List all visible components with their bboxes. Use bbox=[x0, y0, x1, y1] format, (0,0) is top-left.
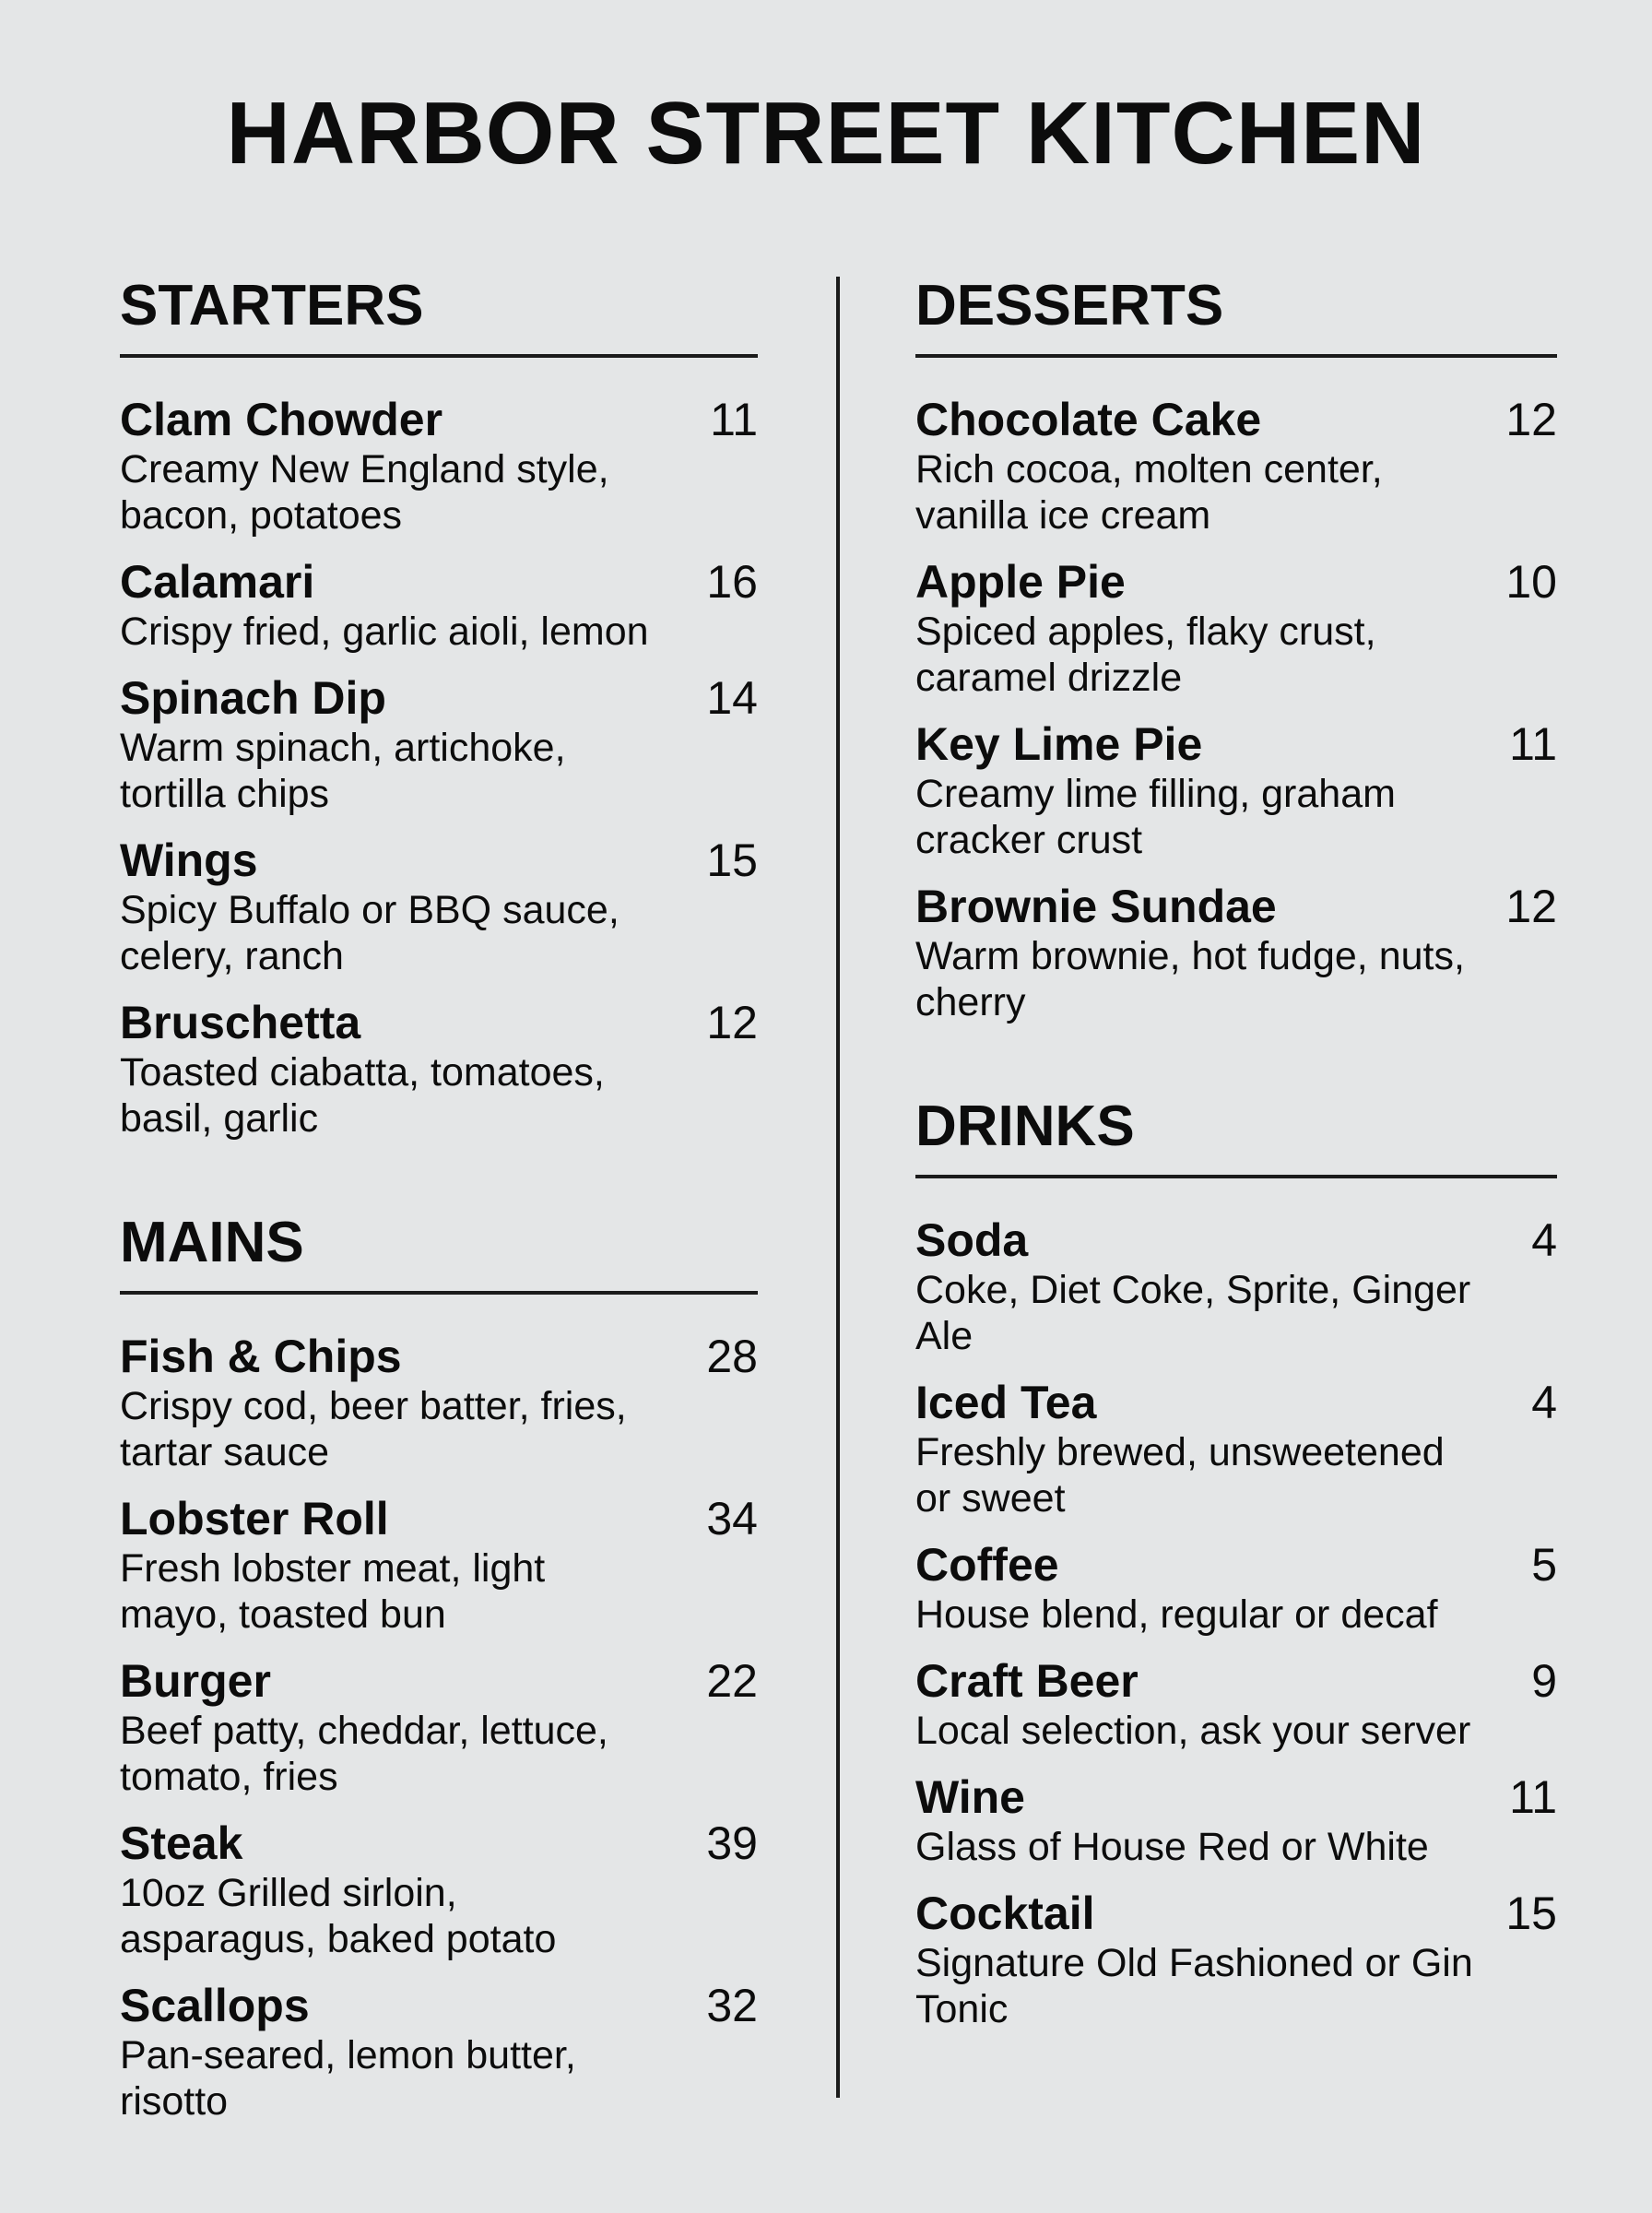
item-description: Pan-seared, lemon butter, risotto bbox=[120, 2033, 576, 2124]
item-name: Burger bbox=[120, 1655, 271, 1707]
item-description: Rich cocoa, molten center, vanilla ice cream bbox=[915, 447, 1383, 538]
item-description: Spicy Buffalo or BBQ sauce, celery, ranch bbox=[120, 888, 620, 978]
item-description: Crispy fried, garlic aioli, lemon bbox=[120, 609, 649, 654]
item-price: 4 bbox=[1531, 1214, 1557, 1266]
item-price: 28 bbox=[706, 1331, 758, 1382]
item-description: Creamy New England style, bacon, potatoes bbox=[120, 447, 609, 538]
item-name: Iced Tea bbox=[915, 1377, 1097, 1428]
menu-item-coffee bbox=[915, 1538, 1557, 1638]
desserts-section bbox=[915, 269, 1557, 1025]
menu-item-fish-chips bbox=[120, 1330, 758, 1475]
item-name: Cocktail bbox=[915, 1888, 1095, 1939]
section-rule bbox=[120, 354, 758, 358]
menu-item-clam-chowder bbox=[120, 393, 758, 538]
item-price: 12 bbox=[1505, 394, 1557, 445]
item-description: Fresh lobster meat, light mayo, toasted bun bbox=[120, 1546, 546, 1637]
item-price: 11 bbox=[710, 394, 758, 445]
section-title-mains: MAINS bbox=[120, 1211, 304, 1274]
item-price: 12 bbox=[706, 997, 758, 1048]
menu-item-iced-tea bbox=[915, 1376, 1557, 1521]
item-description: Warm spinach, artichoke, tortilla chips bbox=[120, 726, 566, 816]
item-price: 4 bbox=[1531, 1377, 1557, 1428]
item-price: 5 bbox=[1531, 1539, 1557, 1591]
item-price: 12 bbox=[1505, 881, 1557, 932]
menu-item-bruschetta bbox=[120, 996, 758, 1142]
section-spacer bbox=[120, 1158, 758, 1206]
section-spacer bbox=[915, 1042, 1557, 1090]
item-price: 11 bbox=[1509, 718, 1557, 770]
item-price: 22 bbox=[706, 1655, 758, 1707]
menu-item-wine bbox=[915, 1770, 1557, 1870]
item-name: Apple Pie bbox=[915, 556, 1126, 608]
starters-section bbox=[120, 269, 758, 1142]
item-name: Bruschetta bbox=[120, 997, 361, 1048]
item-price: 16 bbox=[706, 556, 758, 608]
item-name: Craft Beer bbox=[915, 1655, 1139, 1707]
item-description: Signature Old Fashioned or Gin Tonic bbox=[915, 1941, 1473, 2031]
item-name: Chocolate Cake bbox=[915, 394, 1262, 445]
section-title-drinks: DRINKS bbox=[915, 1095, 1135, 1158]
menu-item-lobster-roll bbox=[120, 1492, 758, 1638]
item-name: Spinach Dip bbox=[120, 672, 386, 724]
menu-item-chocolate-cake bbox=[915, 393, 1557, 538]
item-name: Steak bbox=[120, 1817, 243, 1869]
menu-item-steak bbox=[120, 1817, 758, 1962]
item-description: Glass of House Red or White bbox=[915, 1825, 1429, 1869]
item-price: 11 bbox=[1509, 1771, 1557, 1823]
item-name: Scallops bbox=[120, 1980, 310, 2031]
item-name: Brownie Sundae bbox=[915, 881, 1277, 932]
item-price: 39 bbox=[706, 1817, 758, 1869]
item-description: Spiced apples, flaky crust, caramel drizzle bbox=[915, 609, 1376, 700]
menu-item-key-lime-pie bbox=[915, 717, 1557, 863]
item-name: Wings bbox=[120, 834, 258, 886]
item-name: Clam Chowder bbox=[120, 394, 443, 445]
item-name: Coffee bbox=[915, 1539, 1059, 1591]
item-price: 34 bbox=[706, 1493, 758, 1544]
mains-section bbox=[120, 1206, 758, 2124]
section-rule bbox=[915, 354, 1557, 358]
item-price: 15 bbox=[706, 834, 758, 886]
item-price: 14 bbox=[706, 672, 758, 724]
item-description: Creamy lime filling, graham cracker crust bbox=[915, 772, 1396, 862]
item-name: Lobster Roll bbox=[120, 1493, 389, 1544]
item-description: Toasted ciabatta, tomatoes, basil, garlic bbox=[120, 1050, 605, 1141]
restaurant-title: HARBOR STREET KITCHEN bbox=[226, 84, 1426, 183]
item-price: 10 bbox=[1505, 556, 1557, 608]
section-title-starters: STARTERS bbox=[120, 274, 424, 337]
section-rule bbox=[915, 1175, 1557, 1178]
menu-item-wings bbox=[120, 834, 758, 979]
menu-item-cocktail bbox=[915, 1887, 1557, 2032]
item-description: Warm brownie, hot fudge, nuts, cherry bbox=[915, 934, 1465, 1024]
drinks-section bbox=[915, 1090, 1557, 2032]
item-name: Soda bbox=[915, 1214, 1029, 1266]
menu-item-soda bbox=[915, 1213, 1557, 1359]
section-title-desserts: DESSERTS bbox=[915, 274, 1224, 337]
column-divider bbox=[836, 277, 840, 2098]
item-description: Coke, Diet Coke, Sprite, Ginger Ale bbox=[915, 1268, 1471, 1358]
menu-item-scallops bbox=[120, 1979, 758, 2124]
item-description: Freshly brewed, unsweetened or sweet bbox=[915, 1430, 1445, 1521]
left-column bbox=[120, 269, 758, 2141]
item-description: Crispy cod, beer batter, fries, tartar sauce bbox=[120, 1384, 627, 1474]
menu-item-burger bbox=[120, 1654, 758, 1800]
menu-item-apple-pie bbox=[915, 555, 1557, 701]
menu-item-brownie-sundae bbox=[915, 880, 1557, 1025]
item-name: Key Lime Pie bbox=[915, 718, 1203, 770]
item-price: 9 bbox=[1531, 1655, 1557, 1707]
section-rule bbox=[120, 1291, 758, 1295]
menu-item-calamari bbox=[120, 555, 758, 655]
item-name: Wine bbox=[915, 1771, 1025, 1823]
item-name: Calamari bbox=[120, 556, 315, 608]
item-description: Local selection, ask your server bbox=[915, 1709, 1471, 1753]
item-price: 15 bbox=[1505, 1888, 1557, 1939]
menu-item-spinach-dip bbox=[120, 671, 758, 817]
item-price: 32 bbox=[706, 1980, 758, 2031]
item-name: Fish & Chips bbox=[120, 1331, 402, 1382]
item-description: House blend, regular or decaf bbox=[915, 1592, 1438, 1637]
menu-item-craft-beer bbox=[915, 1654, 1557, 1754]
item-description: Beef patty, cheddar, lettuce, tomato, fries bbox=[120, 1709, 608, 1799]
right-column bbox=[915, 269, 1557, 2049]
item-description: 10oz Grilled sirloin, asparagus, baked potato bbox=[120, 1871, 557, 1961]
